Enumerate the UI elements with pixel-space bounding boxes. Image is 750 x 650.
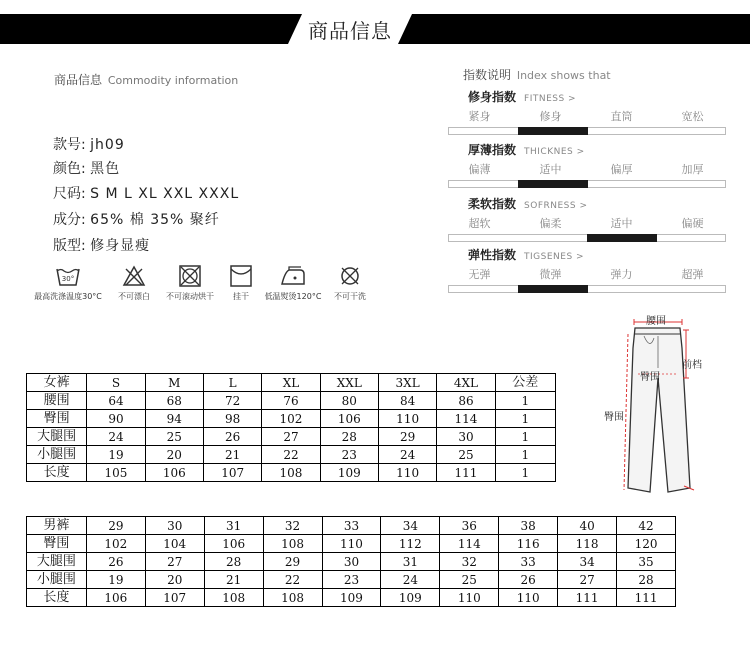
table-cell: 32 xyxy=(440,553,499,571)
table-cell: 大腿围 xyxy=(27,428,87,446)
info-key: 颜色: xyxy=(53,161,86,177)
table-cell: 120 xyxy=(617,535,676,553)
table-cell: 30 xyxy=(145,517,204,535)
index-title-cn: 指数说明 xyxy=(463,68,512,82)
table-cell: 68 xyxy=(145,392,203,410)
table-cell: 110 xyxy=(499,589,558,607)
table-cell: 大腿围 xyxy=(27,553,87,571)
table-cell: 108 xyxy=(263,535,322,553)
table-cell: 臀围 xyxy=(27,410,87,428)
table-cell: 臀围 xyxy=(27,535,87,553)
table-cell: 31 xyxy=(204,517,263,535)
index-option: 直筒 xyxy=(610,110,633,123)
table-cell: 25 xyxy=(145,428,203,446)
table-cell: 26 xyxy=(203,428,261,446)
care-label: 最高洗涤温度30°C xyxy=(34,292,102,301)
table-header-row xyxy=(27,517,676,535)
index-option: 紧身 xyxy=(468,110,491,123)
info-row-material xyxy=(53,209,220,229)
index-option: 微弹 xyxy=(539,268,562,281)
index-bar-fill xyxy=(518,285,588,293)
table-cell: 118 xyxy=(558,535,617,553)
table-cell: XL xyxy=(262,374,320,392)
table-cell: 26 xyxy=(86,553,145,571)
table-cell: 114 xyxy=(440,535,499,553)
index-options xyxy=(444,266,728,282)
table-row xyxy=(27,553,676,571)
table-cell: 长度 xyxy=(27,464,87,482)
index-option: 加厚 xyxy=(681,163,704,176)
table-cell: S xyxy=(87,374,145,392)
index-name-en: SOFRNESS > xyxy=(524,201,588,211)
index-options xyxy=(444,215,728,231)
index-bar-fill xyxy=(518,127,588,135)
table-cell: XXL xyxy=(320,374,378,392)
table-cell: 86 xyxy=(437,392,495,410)
table-cell: 19 xyxy=(86,571,145,589)
table-cell: 36 xyxy=(440,517,499,535)
commodity-title-cn: 商品信息 xyxy=(54,73,103,87)
table-cell: 34 xyxy=(381,517,440,535)
table-cell: 1 xyxy=(495,392,555,410)
index-section-title xyxy=(463,66,611,83)
commodity-section-title xyxy=(54,71,238,88)
table-cell: 21 xyxy=(203,446,261,464)
table-cell: 111 xyxy=(437,464,495,482)
index-option: 无弹 xyxy=(468,268,491,281)
table-row xyxy=(27,535,676,553)
table-cell: 23 xyxy=(320,446,378,464)
index-bar xyxy=(448,234,726,242)
table-cell: 114 xyxy=(437,410,495,428)
table-cell: 107 xyxy=(145,589,204,607)
no-tumble-dry-icon xyxy=(178,265,202,287)
table-cell: 84 xyxy=(378,392,436,410)
table-cell: 21 xyxy=(204,571,263,589)
index-group-head xyxy=(468,141,585,158)
table-cell: 30 xyxy=(322,553,381,571)
table-cell: 111 xyxy=(617,589,676,607)
table-cell: 长度 xyxy=(27,589,87,607)
table-cell: 106 xyxy=(86,589,145,607)
table-row xyxy=(27,571,676,589)
table-cell: 24 xyxy=(378,446,436,464)
index-options xyxy=(444,108,728,124)
table-cell: 20 xyxy=(145,571,204,589)
info-value: jh09 xyxy=(90,137,125,153)
men-size-table xyxy=(26,516,676,607)
women-size-table xyxy=(26,373,556,482)
index-option: 修身 xyxy=(539,110,562,123)
info-value: 黑色 xyxy=(90,161,121,177)
table-cell: 32 xyxy=(263,517,322,535)
diagram-label-waist: 腰围 xyxy=(646,316,666,327)
table-cell: 116 xyxy=(499,535,558,553)
info-value: 65% 棉 35% 聚纤 xyxy=(90,212,220,228)
index-group-head xyxy=(468,88,576,105)
table-cell: 108 xyxy=(204,589,263,607)
table-cell: 104 xyxy=(145,535,204,553)
banner-title: 商品信息 xyxy=(308,19,392,43)
table-cell: 1 xyxy=(495,428,555,446)
table-cell: 112 xyxy=(381,535,440,553)
index-name: 柔软指数 xyxy=(468,197,517,211)
index-name: 弹性指数 xyxy=(468,248,517,262)
index-name-en: FITNESS > xyxy=(524,94,577,104)
table-cell: 女裤 xyxy=(27,374,87,392)
index-option: 偏柔 xyxy=(539,217,562,230)
info-row-size xyxy=(53,183,239,203)
hang-dry-icon xyxy=(229,265,253,287)
table-cell: 30 xyxy=(437,428,495,446)
care-item-no-dry-clean xyxy=(310,265,390,302)
table-row xyxy=(27,428,556,446)
index-option: 宽松 xyxy=(681,110,704,123)
banner-left-bar xyxy=(0,14,288,44)
diagram-label-length: 臀围 xyxy=(604,412,624,423)
table-cell: 102 xyxy=(86,535,145,553)
table-cell: 109 xyxy=(381,589,440,607)
pants-measurement-diagram xyxy=(598,308,708,508)
table-cell: 33 xyxy=(322,517,381,535)
info-row-fit xyxy=(53,235,150,255)
info-key: 款号: xyxy=(53,137,86,153)
no-dry-clean-icon xyxy=(338,265,362,287)
index-option: 偏薄 xyxy=(468,163,491,176)
table-cell: 28 xyxy=(320,428,378,446)
table-cell: M xyxy=(145,374,203,392)
table-cell: 102 xyxy=(262,410,320,428)
table-cell: 108 xyxy=(262,464,320,482)
info-key: 版型: xyxy=(53,238,86,254)
table-cell: L xyxy=(203,374,261,392)
care-label: 低温熨烫120°C xyxy=(264,292,322,301)
table-cell: 男裤 xyxy=(27,517,87,535)
table-cell: 35 xyxy=(617,553,676,571)
table-cell: 31 xyxy=(381,553,440,571)
index-option: 弹力 xyxy=(610,268,633,281)
table-cell: 110 xyxy=(378,410,436,428)
table-cell: 27 xyxy=(558,571,617,589)
table-cell: 42 xyxy=(617,517,676,535)
index-name-en: THICKNES > xyxy=(524,147,585,157)
table-cell: 106 xyxy=(204,535,263,553)
index-group-head xyxy=(468,195,588,212)
table-cell: 105 xyxy=(87,464,145,482)
index-bar xyxy=(448,285,726,293)
index-name: 修身指数 xyxy=(468,90,517,104)
table-cell: 109 xyxy=(322,589,381,607)
index-name-en: TIGSENES > xyxy=(524,252,585,262)
index-options xyxy=(444,161,728,177)
svg-text:30°: 30° xyxy=(61,275,75,283)
table-cell: 23 xyxy=(322,571,381,589)
index-option: 超软 xyxy=(468,217,491,230)
table-cell: 3XL xyxy=(378,374,436,392)
table-cell: 19 xyxy=(87,446,145,464)
table-cell: 110 xyxy=(440,589,499,607)
wash-30-icon xyxy=(55,265,81,287)
index-option: 偏硬 xyxy=(681,217,704,230)
index-option: 适中 xyxy=(610,217,633,230)
diagram-label-front-rise: 前档 xyxy=(682,360,702,371)
info-row-color xyxy=(53,158,120,178)
table-cell: 27 xyxy=(262,428,320,446)
table-cell: 27 xyxy=(145,553,204,571)
table-cell: 24 xyxy=(381,571,440,589)
index-title-en: Index shows that xyxy=(516,69,611,82)
diagram-label-hip: 臀围 xyxy=(640,372,660,383)
table-cell: 26 xyxy=(499,571,558,589)
table-cell: 107 xyxy=(203,464,261,482)
table-cell: 90 xyxy=(87,410,145,428)
table-row xyxy=(27,392,556,410)
table-cell: 公差 xyxy=(495,374,555,392)
table-cell: 33 xyxy=(499,553,558,571)
table-cell: 22 xyxy=(262,446,320,464)
table-cell: 29 xyxy=(86,517,145,535)
index-bar-fill xyxy=(587,234,657,242)
table-cell: 80 xyxy=(320,392,378,410)
table-cell: 76 xyxy=(262,392,320,410)
table-cell: 110 xyxy=(378,464,436,482)
table-cell: 28 xyxy=(204,553,263,571)
care-label: 挂干 xyxy=(233,292,249,301)
table-cell: 38 xyxy=(499,517,558,535)
table-row xyxy=(27,464,556,482)
table-row xyxy=(27,446,556,464)
iron-low-icon xyxy=(279,265,307,287)
table-cell: 98 xyxy=(203,410,261,428)
table-cell: 1 xyxy=(495,446,555,464)
table-cell: 1 xyxy=(495,464,555,482)
info-key: 尺码: xyxy=(53,186,86,202)
care-label: 不可干洗 xyxy=(334,292,366,301)
index-option: 偏厚 xyxy=(610,163,633,176)
table-cell: 小腿围 xyxy=(27,446,87,464)
table-cell: 109 xyxy=(320,464,378,482)
table-cell: 20 xyxy=(145,446,203,464)
table-cell: 22 xyxy=(263,571,322,589)
table-cell: 72 xyxy=(203,392,261,410)
care-label: 不可漂白 xyxy=(118,292,150,301)
index-bar xyxy=(448,127,726,135)
table-cell: 4XL xyxy=(437,374,495,392)
table-cell: 腰围 xyxy=(27,392,87,410)
table-cell: 110 xyxy=(322,535,381,553)
table-header-row xyxy=(27,374,556,392)
table-cell: 25 xyxy=(437,446,495,464)
table-cell: 106 xyxy=(320,410,378,428)
table-cell: 小腿围 xyxy=(27,571,87,589)
table-cell: 40 xyxy=(558,517,617,535)
table-cell: 111 xyxy=(558,589,617,607)
info-value: 修身显瘦 xyxy=(90,238,151,254)
table-row xyxy=(27,589,676,607)
table-cell: 29 xyxy=(378,428,436,446)
index-name: 厚薄指数 xyxy=(468,143,517,157)
table-row xyxy=(27,410,556,428)
index-option: 适中 xyxy=(539,163,562,176)
info-key: 成分: xyxy=(53,212,86,228)
table-cell: 24 xyxy=(87,428,145,446)
index-group-head xyxy=(468,246,584,263)
index-bar-fill xyxy=(518,180,588,188)
table-cell: 29 xyxy=(263,553,322,571)
no-bleach-icon xyxy=(122,265,146,287)
table-cell: 106 xyxy=(145,464,203,482)
info-value: S M L XL XXL XXXL xyxy=(90,186,240,202)
care-label: 不可滚动烘干 xyxy=(166,292,214,301)
table-cell: 1 xyxy=(495,410,555,428)
table-cell: 108 xyxy=(263,589,322,607)
info-row-style-number xyxy=(53,134,125,154)
index-option: 超弹 xyxy=(681,268,704,281)
commodity-title-en: Commodity information xyxy=(107,74,239,87)
index-bar xyxy=(448,180,726,188)
table-cell: 64 xyxy=(87,392,145,410)
table-cell: 28 xyxy=(617,571,676,589)
banner-right-bar xyxy=(412,14,750,44)
table-cell: 25 xyxy=(440,571,499,589)
table-cell: 94 xyxy=(145,410,203,428)
table-cell: 34 xyxy=(558,553,617,571)
